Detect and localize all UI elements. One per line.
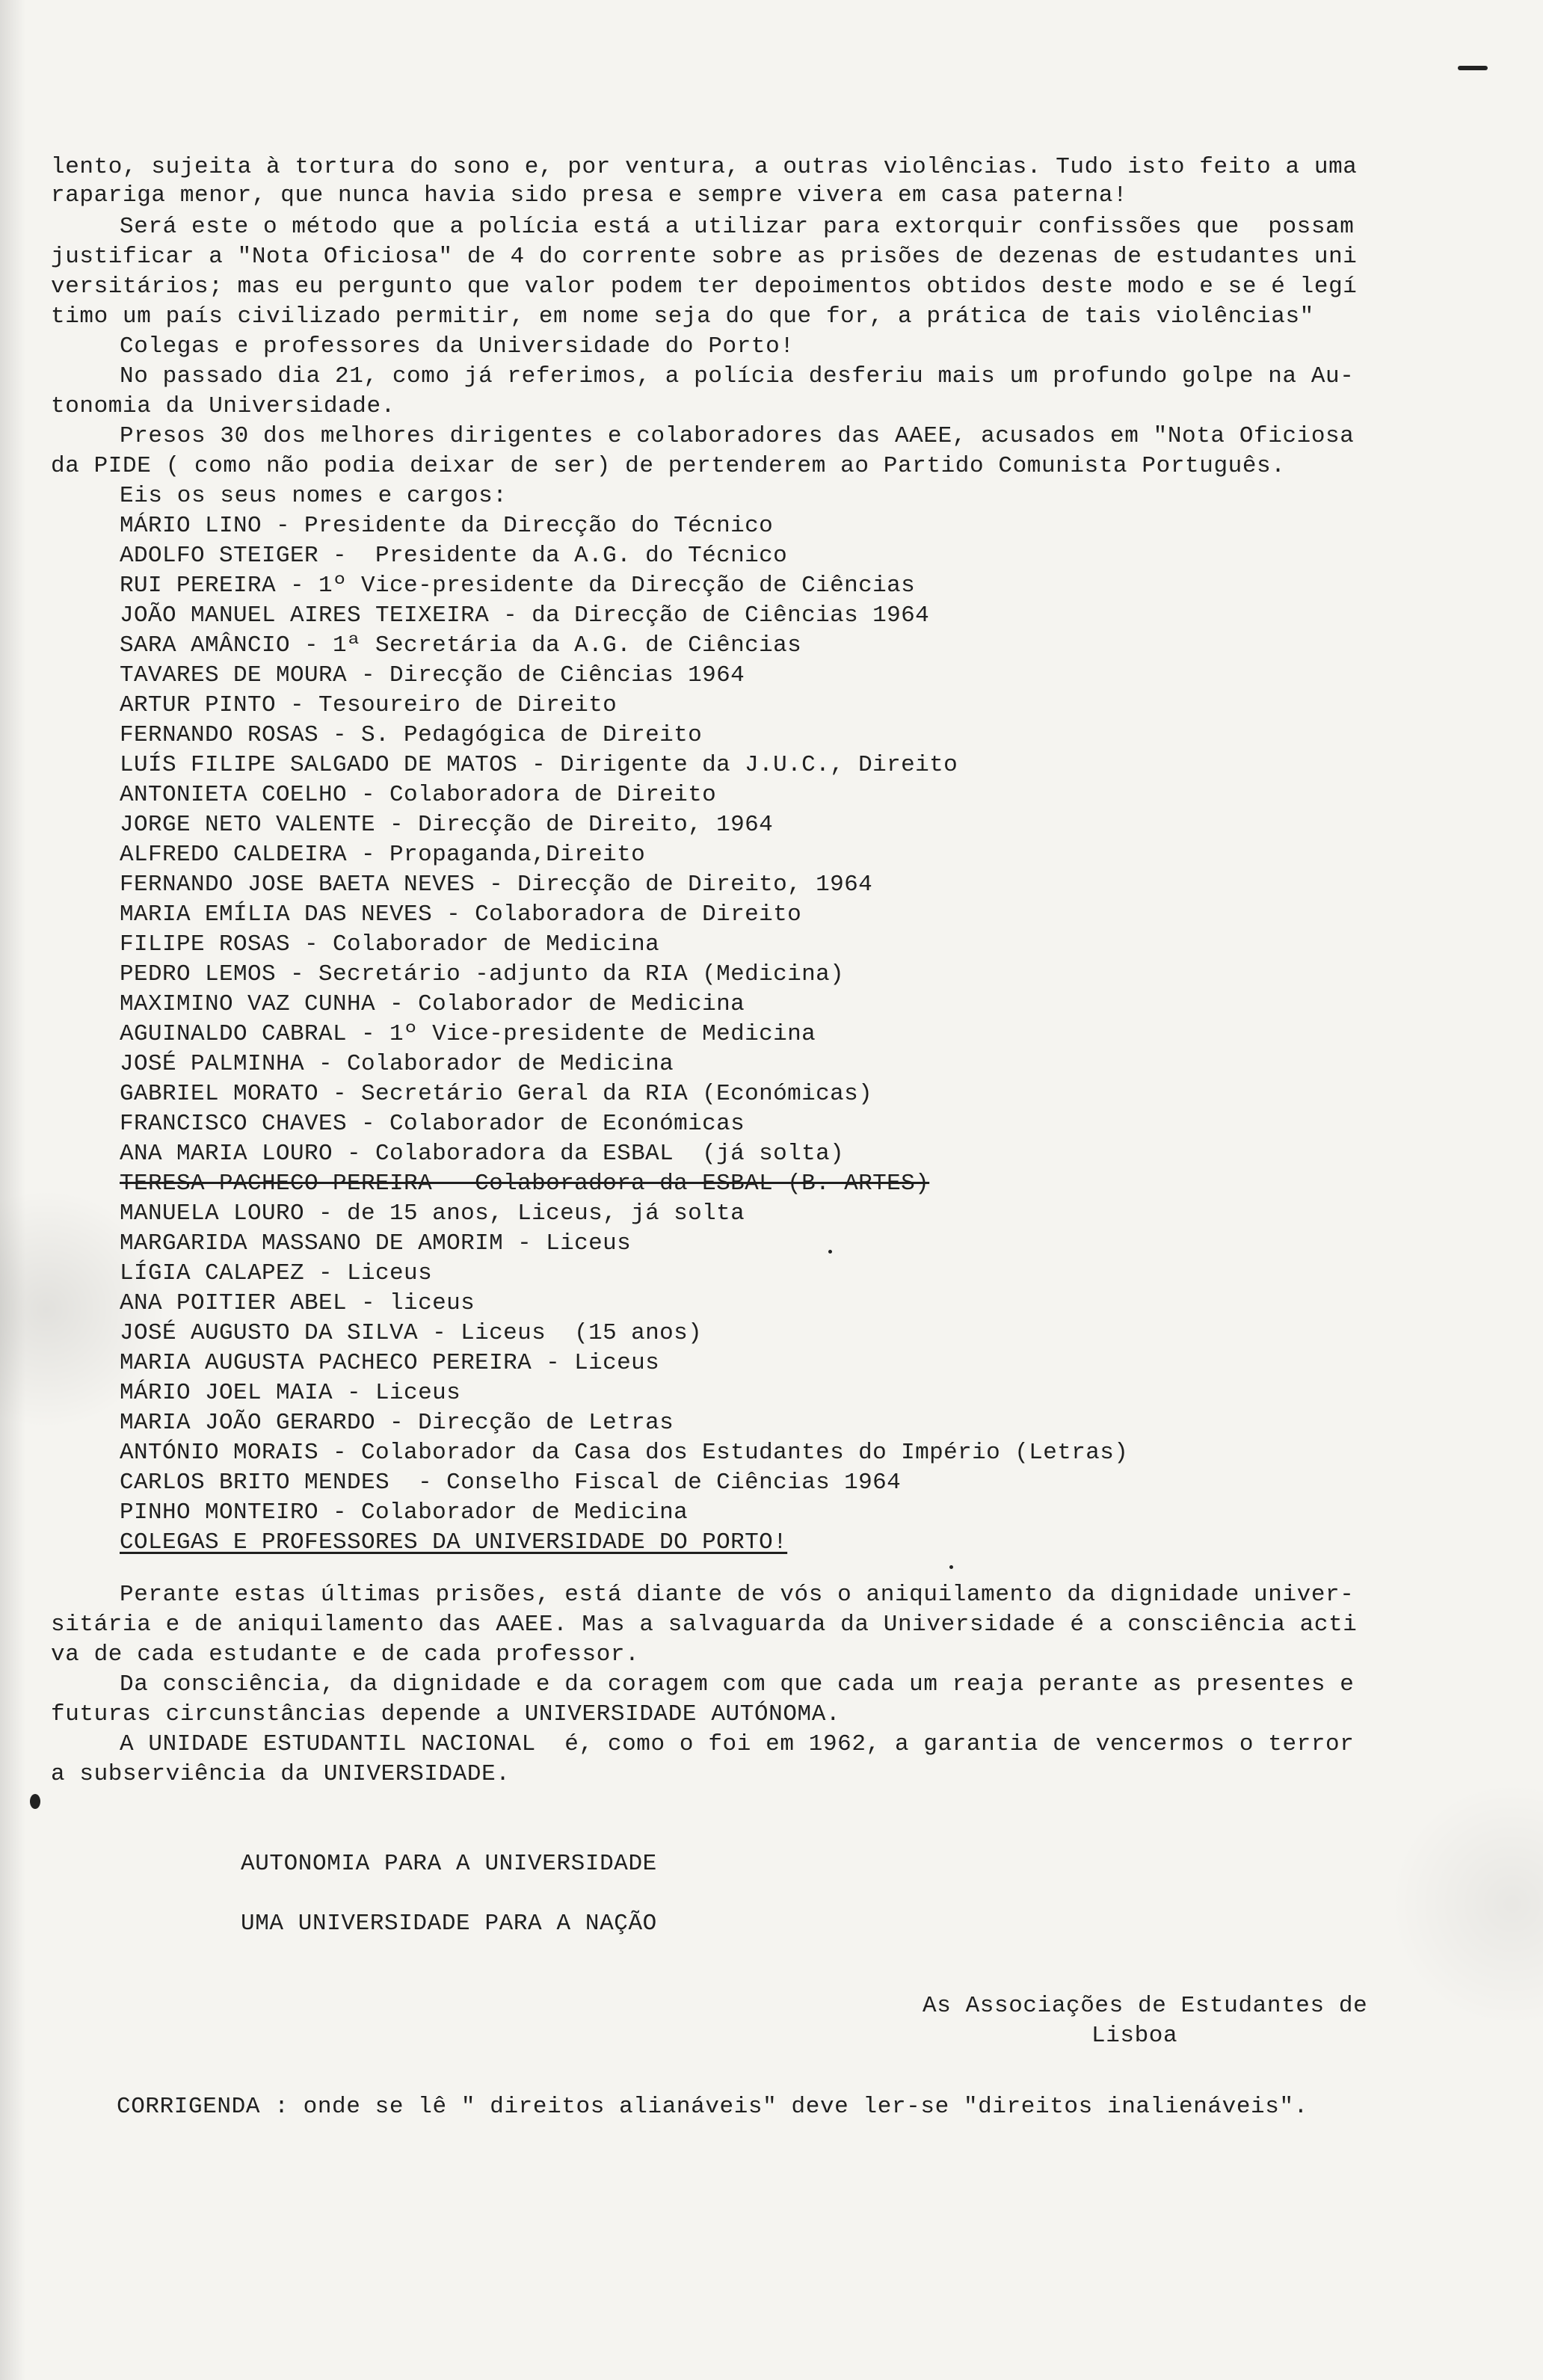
list-item: ARTUR PINTO - Tesoureiro de Direito [120, 692, 617, 718]
scan-speck [1458, 66, 1488, 70]
list-item: ALFREDO CALDEIRA - Propaganda,Direito [120, 842, 646, 868]
scan-speck [828, 1250, 832, 1254]
list-item: LUÍS FILIPE SALGADO DE MATOS - Dirigente da J.U.C., Direito [120, 752, 958, 778]
list-item: MÁRIO LINO - Presidente da Direcção do Técnico [120, 513, 774, 539]
text-line: Colegas e professores da Universidade do Porto! [120, 333, 795, 360]
text-line: A UNIDADE ESTUDANTIL NACIONAL é, como o foi em 1962, a garantia de vencermos o terror [120, 1731, 1355, 1757]
corrigenda: CORRIGENDA : onde se lê " direitos alianáveis" deve ler-se "direitos inalienáveis". [117, 2094, 1308, 2120]
list-item: RUI PEREIRA - 1º Vice-presidente da Direcção de Ciências [120, 573, 916, 599]
text-line: justificar a "Nota Oficiosa" de 4 do corrente sobre as prisões de dezenas de estudantes uni [51, 244, 1358, 270]
text-line: Da consciência, da dignidade e da coragem com que cada um reaja perante as presentes e [120, 1671, 1355, 1698]
scan-speck [949, 1565, 953, 1569]
list-item: FRANCISCO CHAVES - Colaborador de Económicas [120, 1111, 745, 1137]
text-line: Será este o método que a polícia está a utilizar para extorquir confissões que possam [120, 214, 1355, 240]
text-line: rapariga menor, que nunca havia sido presa e sempre vivera em casa paterna! [51, 182, 1128, 209]
scan-speck [30, 1794, 40, 1809]
list-item: MÁRIO JOEL MAIA - Liceus [120, 1380, 461, 1406]
text-line: futuras circunstâncias depende a UNIVERSIDADE AUTÓNOMA. [51, 1701, 841, 1727]
text-line: Presos 30 dos melhores dirigentes e colaboradores das AAEE, acusados em "Nota Oficiosa [120, 423, 1355, 449]
text-line: tonomia da Universidade. [51, 393, 395, 419]
list-item: PEDRO LEMOS - Secretário -adjunto da RIA (Medicina) [120, 961, 845, 987]
text-line: sitária e de aniquilamento das AAEE. Mas a salvaguarda da Universidade é a consciência acti [51, 1612, 1358, 1638]
list-item: FILIPE ROSAS - Colaborador de Medicina [120, 931, 660, 958]
list-item: ANTÓNIO MORAIS - Colaborador da Casa dos Estudantes do Império (Letras) [120, 1440, 1129, 1466]
list-item: JOÃO MANUEL AIRES TEIXEIRA - da Direcção de Ciências 1964 [120, 602, 930, 629]
list-item: CARLOS BRITO MENDES - Conselho Fiscal de Ciências 1964 [120, 1470, 902, 1496]
list-item: PINHO MONTEIRO - Colaborador de Medicina [120, 1499, 689, 1526]
list-item: GABRIEL MORATO - Secretário Geral da RIA (Económicas) [120, 1081, 873, 1107]
list-item: ANA MARIA LOURO - Colaboradora da ESBAL (já solta) [120, 1141, 845, 1167]
list-item: JOSÉ PALMINHA - Colaborador de Medicina [120, 1051, 674, 1077]
list-item: ANTONIETA COELHO - Colaboradora de Direito [120, 782, 717, 808]
list-item: JOSÉ AUGUSTO DA SILVA - Liceus (15 anos) [120, 1320, 703, 1346]
list-item: FERNANDO ROSAS - S. Pedagógica de Direito [120, 722, 703, 748]
text-line: va de cada estudante e de cada professor. [51, 1641, 640, 1668]
text-line: Eis os seus nomes e cargos: [120, 483, 508, 509]
list-item: MARGARIDA MASSANO DE AMORIM - Liceus [120, 1230, 632, 1257]
text-line: timo um país civilizado permitir, em nome seja do que for, a prática de tais violências" [51, 303, 1314, 330]
slogan: UMA UNIVERSIDADE PARA A NAÇÃO [241, 1911, 657, 1937]
page-edge-stain [0, 0, 25, 2380]
text-line: da PIDE ( como não podia deixar de ser) de pertenderem ao Partido Comunista Português. [51, 453, 1286, 479]
list-item: TERESA PACHECO PEREIRA - Colaboradora da ESBAL (B. ARTES) [120, 1171, 930, 1197]
list-item: TAVARES DE MOURA - Direcção de Ciências 1964 [120, 662, 745, 688]
list-item: JORGE NETO VALENTE - Direcção de Direito, 1964 [120, 812, 774, 838]
list-item: MAXIMINO VAZ CUNHA - Colaborador de Medicina [120, 991, 745, 1017]
slogan: AUTONOMIA PARA A UNIVERSIDADE [241, 1851, 657, 1877]
text-line: versitários; mas eu pergunto que valor podem ter depoimentos obtidos deste modo e se é legí [51, 274, 1358, 300]
list-item: MARIA JOÃO GERARDO - Direcção de Letras [120, 1410, 674, 1436]
list-item: SARA AMÂNCIO - 1ª Secretária da A.G. de Ciências [120, 632, 802, 659]
text-line: Perante estas últimas prisões, está diante de vós o aniquilamento da dignidade univer- [120, 1582, 1355, 1608]
list-item: FERNANDO JOSE BAETA NEVES - Direcção de Direito, 1964 [120, 872, 873, 898]
list-item: MANUELA LOURO - de 15 anos, Liceus, já solta [120, 1200, 745, 1227]
list-item: MARIA EMÍLIA DAS NEVES - Colaboradora de Direito [120, 901, 802, 928]
list-item: LÍGIA CALAPEZ - Liceus [120, 1260, 433, 1286]
list-item: AGUINALDO CABRAL - 1º Vice-presidente de Medicina [120, 1021, 816, 1047]
signature-line: Lisboa [1091, 2023, 1178, 2049]
signature-line: As Associações de Estudantes de [923, 1993, 1368, 2019]
text-line: lento, sujeita à tortura do sono e, por ventura, a outras violências. Tudo isto feito a uma [51, 154, 1358, 180]
text-line: a subserviência da UNIVERSIDADE. [51, 1761, 511, 1787]
list-item: ANA POITIER ABEL - liceus [120, 1290, 475, 1316]
text-line: No passado dia 21, como já referimos, a polícia desferiu mais um profundo golpe na Au- [120, 363, 1355, 389]
call-heading: COLEGAS E PROFESSORES DA UNIVERSIDADE DO PORTO! [120, 1529, 788, 1556]
list-item: ADOLFO STEIGER - Presidente da A.G. do Técnico [120, 543, 788, 569]
list-item: MARIA AUGUSTA PACHECO PEREIRA - Liceus [120, 1350, 660, 1376]
